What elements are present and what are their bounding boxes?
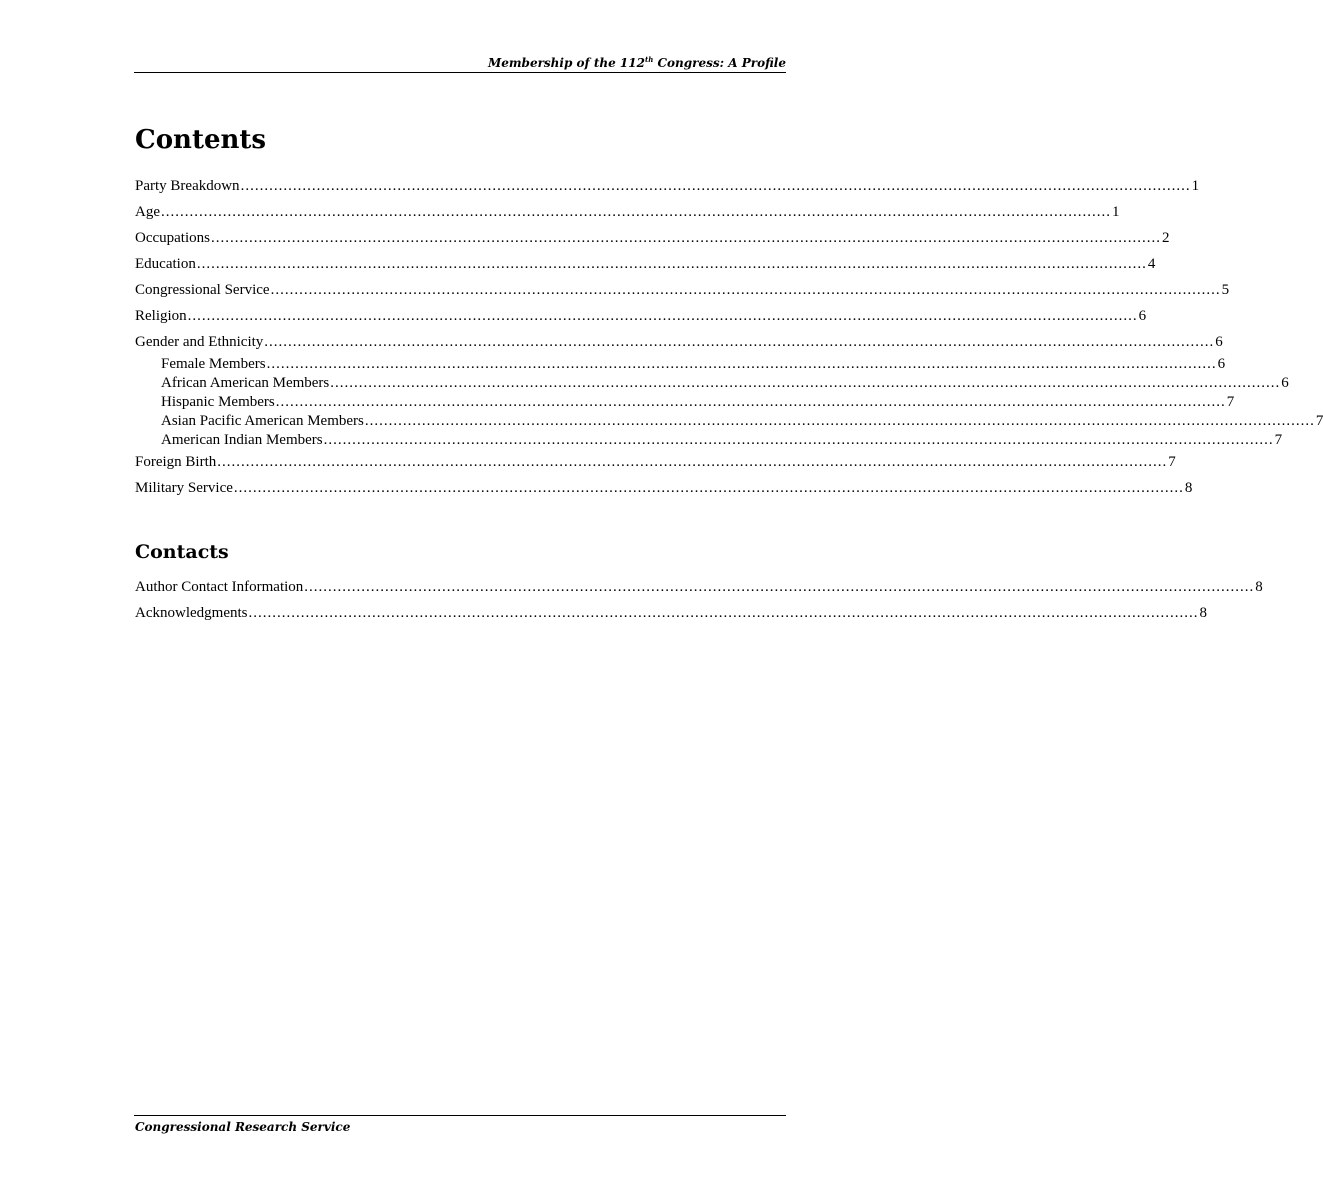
toc-entry-page: 8 — [1184, 480, 1193, 496]
header-title-prefix: Membership of the 112 — [487, 56, 645, 70]
toc-entry-label: Age — [135, 204, 160, 220]
toc-dot-leader: ........................................................................................................................................................................................................ — [240, 178, 1191, 194]
toc-entry-hispanic-members[interactable] — [161, 392, 1235, 412]
toc-dot-leader: ........................................................................................................................................................................................................ — [248, 605, 1199, 621]
toc-entry-page: 6 — [1281, 375, 1289, 391]
running-header-title — [488, 56, 786, 70]
contacts-heading: Contacts — [135, 541, 229, 563]
toc-entry-label: Female Members — [161, 356, 266, 372]
toc-entry-page: 7 — [1168, 454, 1176, 470]
toc-entry-label: African American Members — [161, 375, 330, 391]
toc-dot-leader: ........................................................................................................................................................................................................ — [161, 204, 1111, 220]
toc-entry-label: American Indian Members — [161, 432, 323, 448]
toc-entry-label: Congressional Service — [135, 282, 270, 298]
toc-entry-page: 8 — [1255, 579, 1263, 595]
page-header — [134, 56, 786, 73]
toc-entry-congressional-service[interactable] — [135, 280, 1230, 300]
toc-entry-page: 2 — [1161, 230, 1170, 246]
toc-dot-leader: ........................................................................................................................................................................................................ — [217, 454, 1168, 470]
toc-entry-page: 4 — [1147, 256, 1156, 272]
toc-entry-education[interactable] — [135, 254, 1156, 274]
toc-dot-leader: ........................................................................................................................................................................................................ — [233, 480, 1184, 496]
toc-entry-author-contact-information[interactable] — [135, 577, 1263, 597]
toc-entry-page: 7 — [1226, 394, 1235, 410]
toc-entry-acknowledgments[interactable] — [135, 603, 1207, 623]
toc-dot-leader: ........................................................................................................................................................................................................ — [330, 375, 1281, 391]
page-footer — [134, 1115, 786, 1134]
toc-entry-party-breakdown[interactable] — [135, 176, 1200, 196]
toc-entry-page: 1 — [1191, 178, 1200, 194]
toc-dot-leader: ........................................................................................................................................................................................................ — [210, 230, 1161, 246]
toc-dot-leader: ........................................................................................................................................................................................................ — [323, 432, 1274, 448]
toc-dot-leader: ........................................................................................................................................................................................................ — [275, 394, 1226, 410]
toc-entry-page: 8 — [1199, 605, 1207, 621]
toc-entry-label: Foreign Birth — [135, 454, 217, 470]
toc-entry-age[interactable] — [135, 202, 1120, 222]
contents-heading: Contents — [135, 125, 267, 155]
toc-entry-religion[interactable] — [135, 306, 1147, 326]
toc-entry-gender-and-ethnicity[interactable] — [135, 332, 1223, 352]
toc-entry-label: Asian Pacific American Members — [161, 413, 364, 429]
toc-dot-leader: ........................................................................................................................................................................................................ — [270, 282, 1221, 298]
toc-dot-leader: ........................................................................................................................................................................................................ — [196, 256, 1147, 272]
toc-entry-label: Occupations — [135, 230, 210, 246]
header-title-suffix: Congress: A Profile — [653, 56, 786, 70]
toc-entry-page: 6 — [1217, 356, 1226, 372]
footer-organization: Congressional Research Service — [135, 1120, 351, 1134]
toc-dot-leader: ........................................................................................................................................................................................................ — [266, 356, 1217, 372]
toc-entry-label: Gender and Ethnicity — [135, 334, 264, 350]
toc-entry-label: Author Contact Information — [135, 579, 304, 595]
toc-entry-military-service[interactable] — [135, 478, 1193, 498]
toc-entry-foreign-birth[interactable] — [135, 452, 1176, 472]
toc-entry-african-american-members[interactable] — [161, 373, 1289, 393]
toc-entry-label: Religion — [135, 308, 187, 324]
toc-entry-female-members[interactable] — [161, 354, 1226, 374]
toc-entry-american-indian-members[interactable] — [161, 430, 1283, 450]
toc-entry-page: 5 — [1221, 282, 1230, 298]
toc-entry-page: 7 — [1315, 413, 1323, 429]
toc-entry-page: 6 — [1215, 334, 1223, 350]
toc-entry-page: 7 — [1274, 432, 1283, 448]
toc-entry-asian-pacific-american-members[interactable] — [161, 411, 1323, 431]
toc-entry-label: Acknowledgments — [135, 605, 248, 621]
toc-entry-label: Hispanic Members — [161, 394, 275, 410]
toc-entry-page: 1 — [1112, 204, 1120, 220]
toc-entry-occupations[interactable] — [135, 228, 1170, 248]
toc-dot-leader: ........................................................................................................................................................................................................ — [304, 579, 1255, 595]
toc-entry-label: Education — [135, 256, 196, 272]
toc-entry-label: Military Service — [135, 480, 233, 496]
toc-entry-label: Party Breakdown — [135, 178, 240, 194]
toc-dot-leader: ........................................................................................................................................................................................................ — [187, 308, 1138, 324]
toc-dot-leader: ........................................................................................................................................................................................................ — [264, 334, 1215, 350]
toc-dot-leader: ........................................................................................................................................................................................................ — [364, 413, 1315, 429]
header-title-superscript: th — [644, 55, 654, 64]
toc-entry-page: 6 — [1138, 308, 1147, 324]
